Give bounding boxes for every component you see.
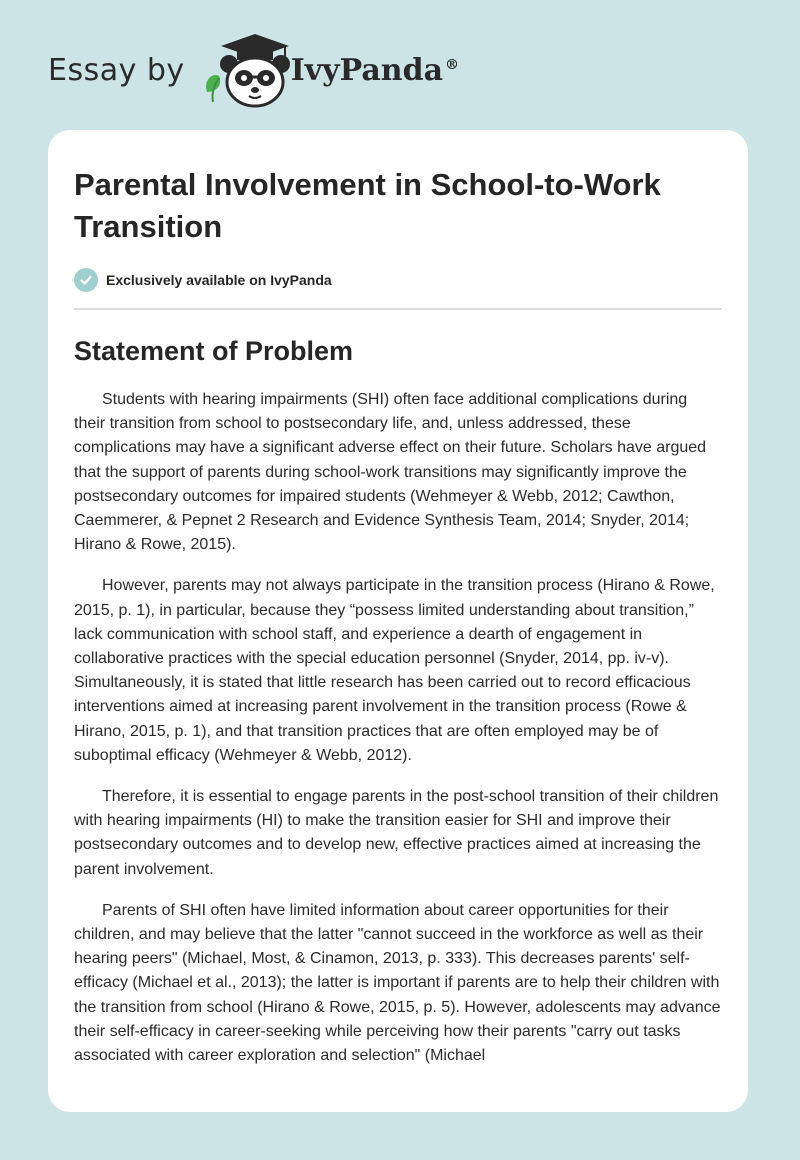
divider	[74, 308, 722, 310]
article-title: Parental Involvement in School-to-Work Transition	[74, 167, 661, 244]
paragraph: Students with hearing impairments (SHI) often face additional complications during their transition from school to postsecondary life, and, unless addressed, these complications may have a significant adverse effect on their future. Scholars have argued that the support of parents during school-work transitions may significantly improve the postsecondary outcomes for impaired students (Wehmeyer & Webb, 2012; Cawthon, Caemmerer, & Pepnet 2 Research and Evidence Synthesis Team, 2014; Snyder, 2014; Hirano & Rowe, 2015).	[74, 391, 707, 554]
paragraph: However, parents may not always participate in the transition process (Hirano & Rowe, 2015, p. 1), in particular, because they “possess limited understanding about transition,” lack communication with school staff, and experience a dearth of engagement in collaborative practices with the special education personnel (Snyder, 2014, pp. iv-v). Simultaneously, it is stated that little research has been carried out to record efficacious interventions aimed at increasing parent involvement in the transition process (Rowe & Hirano, 2015, p. 1), and that transition practices that are often employed may be of suboptimal efficacy (Wehmeyer & Webb, 2012).	[74, 577, 715, 764]
paragraph: Parents of SHI often have limited information about career opportunities for their children, and may believe that the latter "cannot succeed in the workforce as well as their hearing peers" (Michael, Most, & Cinamon, 2013, p. 333). This decreases parents' self-efficacy (Michael et al., 2013); the latter is important if parents are to help their children with the transition from school (Hirano & Rowe, 2015, p. 5). However, adolescents may advance their self-efficacy in career-seeking while perceiving how their parents "carry out tasks associated with career exploration and selection" (Michael	[74, 901, 721, 1065]
checkmark-icon	[74, 268, 98, 292]
paragraph: Therefore, it is essential to engage parents in the post-school transition of their children with hearing impairments (HI) to make the transition easier for SHI and improve their postsecondary outcomes and to develop new, effective practices aimed at increasing the parent involvement.	[74, 788, 719, 878]
exclusive-badge-text: Exclusively available on IvyPanda	[106, 272, 332, 288]
brand-name[interactable]	[291, 53, 459, 88]
section-heading: Statement of Problem	[74, 336, 354, 366]
article-card	[48, 130, 748, 1112]
exclusive-badge	[74, 268, 722, 292]
brand-prefix: Essay by	[48, 52, 185, 88]
site-header	[48, 30, 459, 110]
registered-mark: ®	[445, 56, 460, 73]
brand-name-text[interactable]: IvyPanda	[290, 52, 444, 88]
panda-logo-icon[interactable]	[199, 32, 295, 108]
